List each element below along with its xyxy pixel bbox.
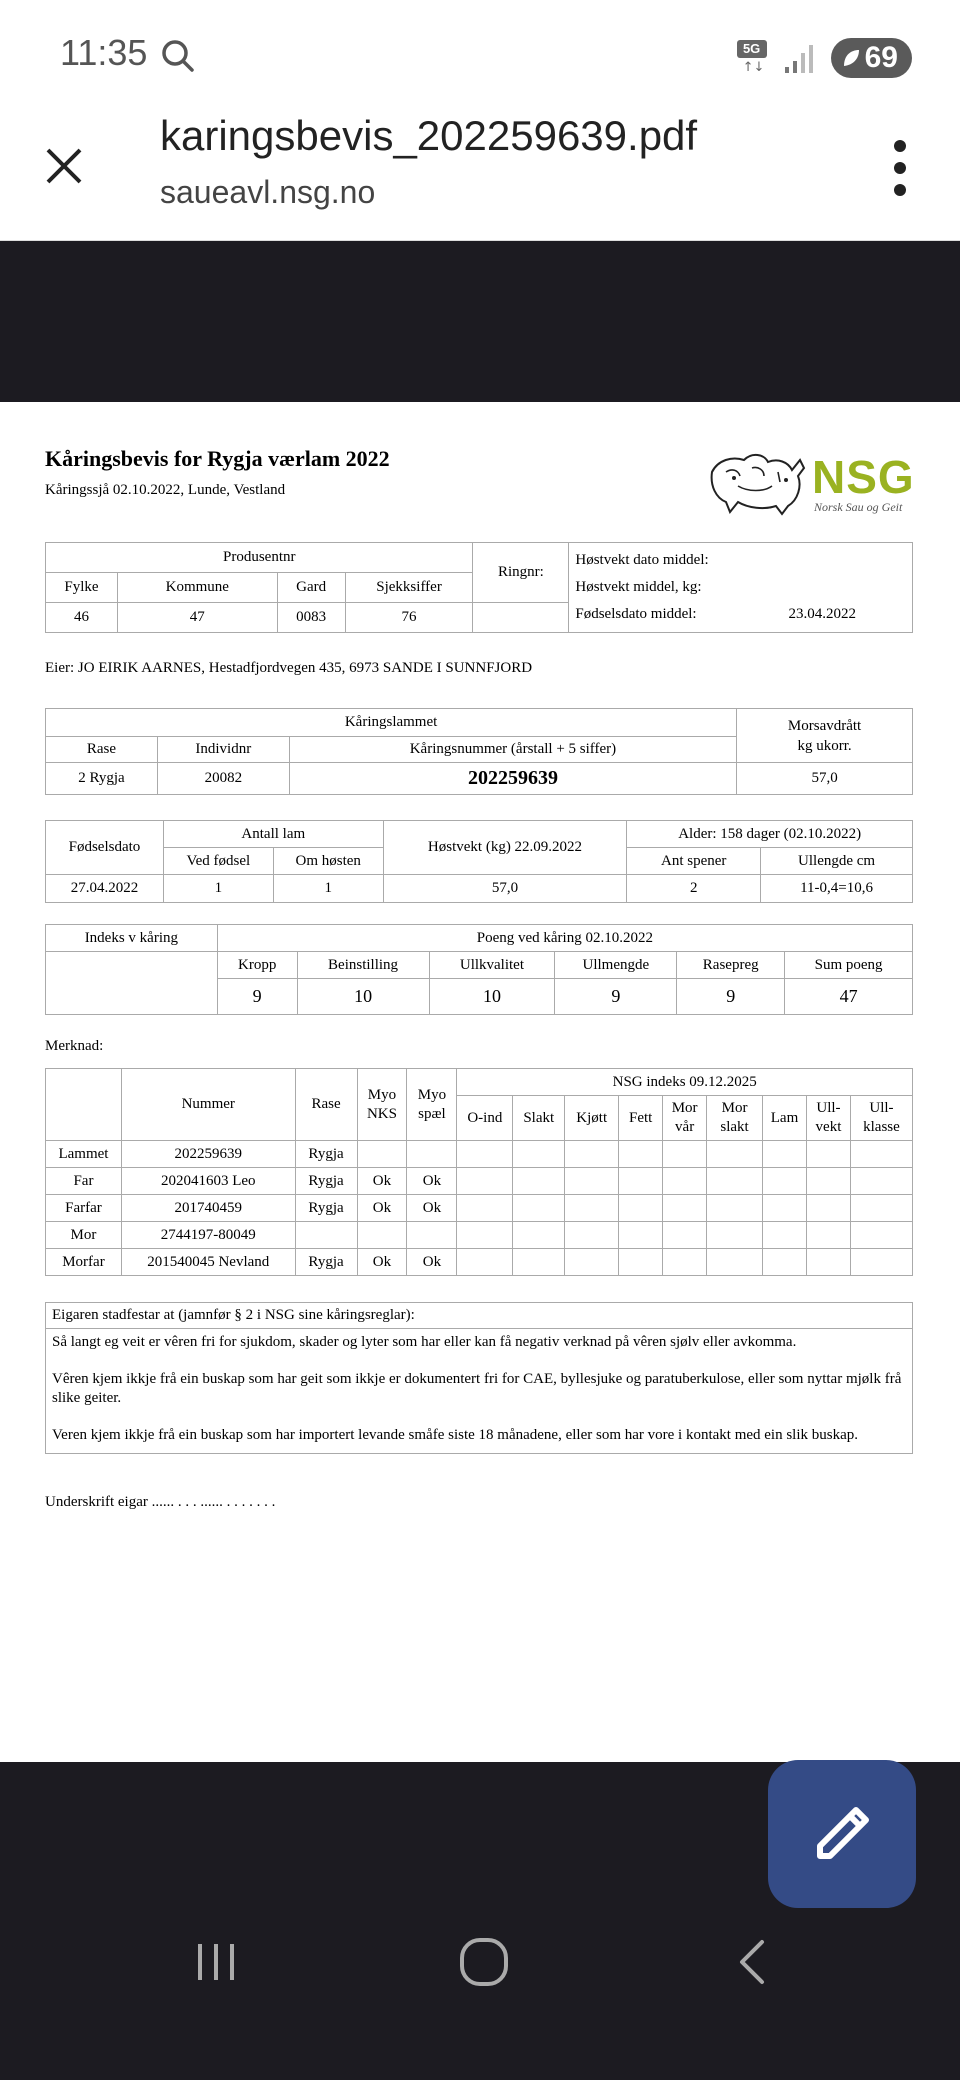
index-cell	[806, 1222, 850, 1249]
rasepreg-header: Rasepreg	[677, 952, 785, 979]
pedigree-nummer: 201740459	[121, 1195, 295, 1222]
index-cell	[565, 1195, 619, 1222]
index-cell	[763, 1222, 807, 1249]
index-cell	[457, 1141, 513, 1168]
status-bar	[0, 0, 960, 112]
index-cell	[513, 1195, 565, 1222]
signal-icon	[783, 41, 817, 75]
ringnr-value	[473, 603, 569, 633]
index-cell	[513, 1249, 565, 1276]
sheep-goat-icon	[708, 442, 812, 518]
index-cell	[707, 1168, 763, 1195]
kommune-header: Kommune	[117, 573, 277, 603]
fodselsdato-value: 27.04.2022	[46, 875, 164, 903]
index-cell	[565, 1168, 619, 1195]
index-cell	[806, 1195, 850, 1222]
pedigree-rase-header: Rase	[295, 1069, 357, 1141]
battery-indicator	[831, 38, 912, 78]
kropp-value: 9	[217, 979, 297, 1015]
ullmengde-value: 9	[555, 979, 677, 1015]
fodselsdato-header: Fødselsdato	[46, 821, 164, 875]
rasepreg-value: 9	[677, 979, 785, 1015]
myo-nks-header: Myo NKS	[357, 1069, 407, 1141]
declaration-box	[45, 1302, 913, 1454]
poeng-header: Poeng ved kåring 02.10.2022	[217, 925, 912, 952]
pedigree-role: Farfar	[46, 1195, 122, 1222]
index-cell	[663, 1249, 707, 1276]
pedigree-spael: Ok	[407, 1195, 457, 1222]
index-cell	[513, 1222, 565, 1249]
ved-fodsel-value: 1	[163, 875, 273, 903]
hostvekt-cell	[569, 543, 913, 633]
index-header: O-ind	[457, 1096, 513, 1141]
battery-level: 69	[864, 41, 898, 74]
viewer-background	[0, 241, 960, 402]
file-source: saueavl.nsg.no	[160, 174, 376, 210]
indeks-header: Indeks v kåring	[46, 925, 218, 952]
owner-line: Eier: JO EIRIK AARNES, Hestadfjordvegen 435, 6973 SANDE I SUNNFJORD	[45, 660, 533, 676]
hostvekt-dato-label: Høstvekt dato middel:	[575, 552, 709, 568]
more-options-icon[interactable]	[890, 140, 910, 196]
index-cell	[707, 1195, 763, 1222]
nsg-logo	[708, 442, 918, 522]
index-cell	[850, 1222, 912, 1249]
role-header	[46, 1069, 122, 1141]
edit-button[interactable]	[768, 1760, 916, 1908]
pedigree-nks	[357, 1222, 407, 1249]
ullengde-value: 11-0,4=10,6	[761, 875, 913, 903]
table-row	[46, 1168, 913, 1195]
pedigree-nks	[357, 1141, 407, 1168]
index-header: Mor vår	[663, 1096, 707, 1141]
index-cell	[513, 1168, 565, 1195]
individnr-value: 20082	[157, 763, 289, 795]
index-cell	[806, 1168, 850, 1195]
index-cell	[619, 1222, 663, 1249]
index-cell	[707, 1249, 763, 1276]
index-cell	[663, 1195, 707, 1222]
index-cell	[457, 1195, 513, 1222]
index-cell	[565, 1222, 619, 1249]
declaration-p3: Veren kjem ikkje frå ein buskap som har importert levande småfe siste 18 månadene, eller som har vore i kontakt med ein slik buskap.	[52, 1427, 859, 1443]
leaf-icon	[841, 47, 861, 69]
hostvekt-header: Høstvekt (kg) 22.09.2022	[383, 821, 627, 875]
index-header: Mor slakt	[707, 1096, 763, 1141]
ullengde-header: Ullengde cm	[761, 848, 913, 875]
fylke-header: Fylke	[46, 573, 118, 603]
producer-label: Produsentnr	[46, 543, 473, 573]
pdf-page[interactable]	[0, 402, 960, 1762]
index-header: Kjøtt	[565, 1096, 619, 1141]
index-cell	[707, 1141, 763, 1168]
index-cell	[850, 1249, 912, 1276]
index-cell	[763, 1249, 807, 1276]
index-cell	[513, 1141, 565, 1168]
logo-tagline: Norsk Sau og Geit	[814, 500, 903, 514]
pencil-icon	[768, 1760, 916, 1908]
index-cell	[850, 1195, 912, 1222]
pedigree-role: Far	[46, 1168, 122, 1195]
fodselsdato-middel-label: Fødselsdato middel:	[575, 606, 697, 622]
table-row	[46, 1249, 913, 1276]
ved-fodsel-header: Ved fødsel	[163, 848, 273, 875]
pedigree-spael: Ok	[407, 1249, 457, 1276]
ringnr-label: Ringnr:	[473, 543, 569, 603]
karing-table	[45, 708, 913, 795]
morsavdraatt-header: Morsavdrått kg ukorr.	[737, 709, 913, 763]
pedigree-nummer: 201540045 Nevland	[121, 1249, 295, 1276]
sum-poeng-value: 47	[785, 979, 913, 1015]
declaration-p1: Så langt eg veit er vêren fri for sjukdom, skader og lyter som har eller kan få negativ verknad på vêren sjølv eller avkomma.	[52, 1334, 797, 1350]
index-cell	[763, 1141, 807, 1168]
hostvekt-value: 57,0	[383, 875, 627, 903]
index-header: Slakt	[513, 1096, 565, 1141]
rase-value: 2 Rygja	[46, 763, 158, 795]
pedigree-table	[45, 1068, 913, 1276]
pedigree-nks: Ok	[357, 1249, 407, 1276]
index-cell	[619, 1249, 663, 1276]
nummer-header: Nummer	[121, 1069, 295, 1141]
pedigree-role: Lammet	[46, 1141, 122, 1168]
search-icon	[160, 38, 196, 74]
merknad-label: Merknad:	[45, 1038, 104, 1054]
sum-poeng-header: Sum poeng	[785, 952, 913, 979]
declaration-p2: Vêren kjem ikkje frå ein buskap som har geit som ikkje er dokumentert fri for CAE, byllesjuke og paratuberkulose, eller som nyttar mjølk frå slike geiter.	[52, 1371, 902, 1406]
index-cell	[619, 1141, 663, 1168]
pedigree-role: Morfar	[46, 1249, 122, 1276]
sjekksiffer-value: 76	[345, 603, 473, 633]
pedigree-nks: Ok	[357, 1195, 407, 1222]
close-icon[interactable]	[40, 142, 88, 190]
birth-table	[45, 820, 913, 903]
index-cell	[806, 1249, 850, 1276]
pedigree-nks: Ok	[357, 1168, 407, 1195]
index-cell	[663, 1141, 707, 1168]
index-cell	[806, 1141, 850, 1168]
table-row	[46, 1222, 913, 1249]
pedigree-role: Mor	[46, 1222, 122, 1249]
karingslammet-label: Kåringslammet	[46, 709, 737, 737]
indeks-value	[46, 952, 218, 1015]
index-cell	[763, 1195, 807, 1222]
gard-header: Gard	[277, 573, 345, 603]
status-time: 11:35	[60, 32, 148, 73]
ant-spener-header: Ant spener	[627, 848, 761, 875]
gard-value: 0083	[277, 603, 345, 633]
index-cell	[663, 1222, 707, 1249]
pedigree-rase: Rygja	[295, 1168, 357, 1195]
home-icon[interactable]	[454, 1932, 514, 1992]
back-icon[interactable]	[724, 1932, 784, 1992]
index-cell	[457, 1222, 513, 1249]
ullkvalitet-header: Ullkvalitet	[429, 952, 555, 979]
karingsnummer-value: 202259639	[289, 763, 736, 795]
index-cell	[850, 1141, 912, 1168]
index-cell	[457, 1249, 513, 1276]
om-hosten-value: 1	[273, 875, 383, 903]
pedigree-rase: Rygja	[295, 1195, 357, 1222]
recent-apps-icon[interactable]	[186, 1932, 246, 1992]
index-cell	[565, 1141, 619, 1168]
table-row	[46, 1141, 913, 1168]
index-cell	[457, 1168, 513, 1195]
beinstilling-header: Beinstilling	[297, 952, 429, 979]
logo-text: NSG	[812, 451, 915, 503]
index-header: Ull- klasse	[850, 1096, 912, 1141]
producer-table	[45, 542, 913, 633]
network-5g-icon: 5G ↑↓	[737, 40, 769, 76]
pedigree-nummer: 202259639	[121, 1141, 295, 1168]
fodselsdato-middel-value: 23.04.2022	[788, 606, 856, 622]
pedigree-rase: Rygja	[295, 1249, 357, 1276]
fylke-value: 46	[46, 603, 118, 633]
index-cell	[707, 1222, 763, 1249]
ullkvalitet-value: 10	[429, 979, 555, 1015]
index-cell	[850, 1168, 912, 1195]
pedigree-spael: Ok	[407, 1168, 457, 1195]
index-cell	[763, 1168, 807, 1195]
individnr-header: Individnr	[157, 737, 289, 763]
table-row	[46, 1195, 913, 1222]
navigation-bar	[0, 1762, 960, 2080]
doc-subtitle: Kåringssjå 02.10.2022, Lunde, Vestland	[45, 482, 286, 498]
index-header: Ull- vekt	[806, 1096, 850, 1141]
index-cell	[663, 1168, 707, 1195]
index-header: Lam	[763, 1096, 807, 1141]
sjekksiffer-header: Sjekksiffer	[345, 573, 473, 603]
nsg-indeks-header: NSG indeks 09.12.2025	[457, 1069, 913, 1096]
doc-title: Kåringsbevis for Rygja værlam 2022	[45, 446, 390, 471]
pedigree-nummer: 202041603 Leo	[121, 1168, 295, 1195]
pedigree-rase	[295, 1222, 357, 1249]
index-header: Fett	[619, 1096, 663, 1141]
morsavdraatt-value: 57,0	[737, 763, 913, 795]
ant-spener-value: 2	[627, 875, 761, 903]
kropp-header: Kropp	[217, 952, 297, 979]
index-cell	[565, 1249, 619, 1276]
karingsnummer-header: Kåringsnummer (årstall + 5 siffer)	[289, 737, 736, 763]
pedigree-nummer: 2744197-80049	[121, 1222, 295, 1249]
points-table	[45, 924, 913, 1015]
index-cell	[619, 1168, 663, 1195]
signature-line: Underskrift eigar ...... . . . ...... . . . . . . .	[45, 1494, 276, 1510]
pedigree-spael	[407, 1222, 457, 1249]
hostvekt-kg-label: Høstvekt middel, kg:	[575, 579, 702, 595]
app-header	[0, 112, 960, 241]
om-hosten-header: Om høsten	[273, 848, 383, 875]
pedigree-rase: Rygja	[295, 1141, 357, 1168]
pedigree-spael	[407, 1141, 457, 1168]
kommune-value: 47	[117, 603, 277, 633]
declaration-heading: Eigaren stadfestar at (jamnfør § 2 i NSG sine kåringsreglar):	[46, 1303, 912, 1329]
rase-header: Rase	[46, 737, 158, 763]
ullmengde-header: Ullmengde	[555, 952, 677, 979]
index-cell	[619, 1195, 663, 1222]
file-title: karingsbevis_202259639.pdf	[160, 112, 698, 159]
beinstilling-value: 10	[297, 979, 429, 1015]
antall-lam-header: Antall lam	[163, 821, 383, 848]
myo-spael-header: Myo spæl	[407, 1069, 457, 1141]
alder-header: Alder: 158 dager (02.10.2022)	[627, 821, 913, 848]
